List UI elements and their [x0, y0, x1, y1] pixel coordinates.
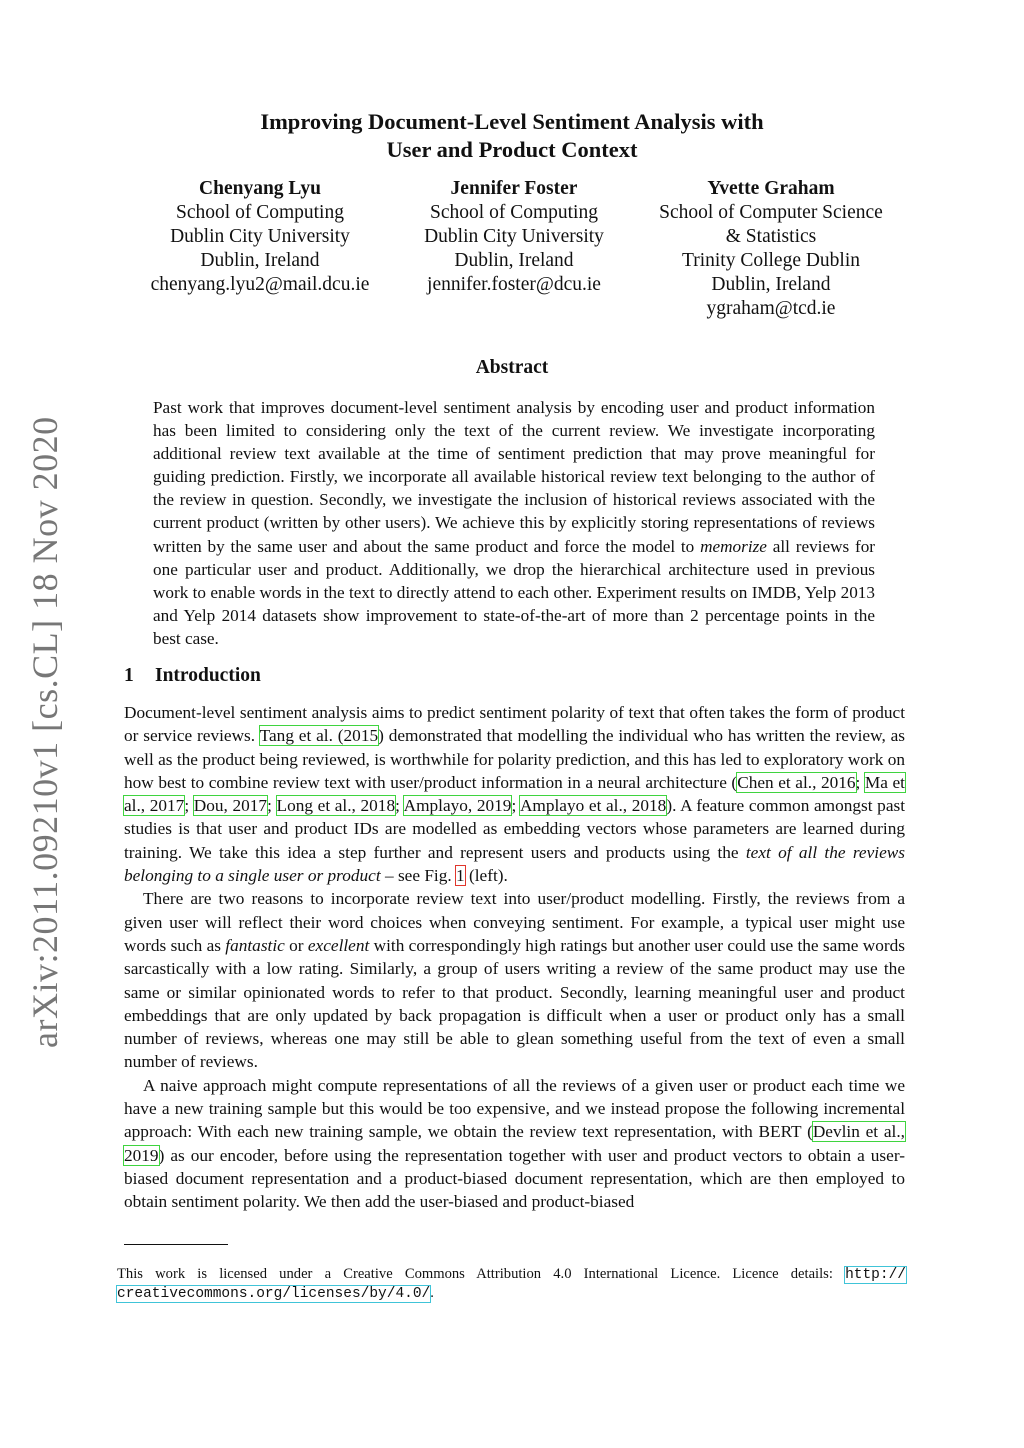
emphasis: text of all the reviews belonging to a single user or product — [124, 842, 905, 886]
citation-link[interactable]: Ma et al., 2017 — [124, 772, 905, 816]
author-email: jennifer.foster@dcu.ie — [427, 274, 601, 295]
footnote-divider — [124, 1244, 228, 1245]
footnote-line-1 — [117, 1265, 906, 1284]
abstract-text-end: all reviews for one particular user and product. Additionally, we drop the hierarchical architecture used in previous work to enable words in the text to directly attend to each other. Experiment results on IMDB, Yelp 2013 and Yelp 2014 datasets show improvement to state-of-the-art of more than 2 percentage points in the best case. — [153, 536, 876, 648]
abstract-text: Past work that improves document-level sentiment analysis by encoding user and product information has been limited to considering only the text of the current review. We investigate incorporating additional review text available at the time of sentiment prediction that may prove meaningful for guiding prediction. Firstly, we incorporate all available historical review text belonging to the author of the review in question. Secondly, we investigate the inclusion of historical reviews associated with the current product (written by other users). We achieve this by explicitly storing representations of reviews written by the same user and about the same product and force the model to — [153, 398, 875, 556]
introduction-body — [124, 701, 905, 1214]
author-email: ygraham@tcd.ie — [706, 298, 836, 319]
footnote-text: This work is licensed under a Creative Commons Attribution 4.0 International Licence. Licence details: — [117, 1266, 846, 1282]
citation-link[interactable]: Tang et al. (2015 — [259, 726, 379, 746]
author-location: Dublin, Ireland — [200, 250, 320, 271]
text-run: or — [284, 935, 308, 955]
text-run: (left). — [464, 866, 508, 886]
paragraph-2 — [124, 887, 905, 1073]
author-location: Dublin, Ireland — [711, 274, 831, 295]
section-number: 1 — [124, 665, 134, 686]
footnote — [117, 1265, 906, 1303]
citation-link[interactable]: Devlin et al., 2019 — [124, 1122, 905, 1165]
author-affiliation: School of Computing — [430, 202, 598, 223]
text-run: – see Fig. — [380, 866, 457, 886]
text-run: There are two reasons to incorporate review text into user/product modelling. Firstly, the reviews from a given user will reflect their word choices when conveying sentiment. For example, a typical user might use words such as — [124, 889, 905, 955]
licence-url-link-cont[interactable]: creativecommons.org/licenses/by/4.0/ — [117, 1286, 431, 1302]
citation-link[interactable]: Amplayo et al., 2018 — [519, 796, 667, 816]
author-location: Dublin, Ireland — [454, 250, 574, 271]
author-institution: Trinity College Dublin — [681, 250, 861, 271]
author-affiliation: School of Computing — [176, 202, 344, 223]
author-block-3 — [645, 177, 897, 321]
author-affiliation-cont: & Statistics — [725, 226, 817, 247]
footnote-end: . — [430, 1285, 434, 1301]
abstract-body — [153, 396, 875, 650]
author-name: Jennifer Foster — [450, 178, 578, 199]
author-institution: Dublin City University — [424, 226, 604, 247]
author-affiliation: School of Computer Science — [659, 202, 883, 223]
citation-link[interactable]: Chen et al., 2016 — [737, 772, 856, 792]
author-block-2 — [405, 177, 623, 297]
section-heading-introduction — [124, 665, 261, 687]
footnote-line-2 — [117, 1284, 906, 1303]
author-email: chenyang.lyu2@mail.dcu.ie — [150, 274, 370, 295]
author-name: Yvette Graham — [707, 178, 835, 199]
emphasis: excellent — [307, 935, 370, 955]
citation-link[interactable]: Dou, 2017 — [193, 796, 268, 816]
abstract-emphasis: memorize — [700, 536, 767, 556]
figure-ref-link[interactable]: 1 — [456, 866, 465, 886]
author-block-1 — [145, 177, 375, 297]
author-name: Chenyang Lyu — [199, 178, 321, 199]
title-line-1: Improving Document-Level Sentiment Analysis with — [260, 109, 764, 134]
paper-title — [0, 108, 1024, 164]
text-run: ) as our encoder, before using the representation together with user and product vectors to obtain a user-biased document representation and a product-biased document representation, which are then employed to obtain sentiment polarity. We then add the user-biased and product-biased — [124, 1145, 905, 1212]
text-run: ). A feature common amongst past studies is that user and product IDs are modelled as embedding vectors whose parameters are learned during training. We take this idea a step further and represent users and products using the — [124, 796, 906, 862]
text-run: ) demonstrated that modelling the individual who has written the review, as well as the product being reviewed, is worthwhile for polarity prediction, and this has led to exploratory work on how best to combine review text with user/product information in a neural architecture ( — [124, 726, 906, 792]
paragraph-3 — [124, 1074, 905, 1214]
section-title: Introduction — [155, 665, 261, 686]
citation-link[interactable]: Long et al., 2018 — [276, 796, 396, 816]
author-institution: Dublin City University — [170, 226, 350, 247]
abstract-heading: Abstract — [475, 357, 549, 378]
licence-url-link[interactable]: http:// — [845, 1267, 906, 1283]
citation-link[interactable]: Amplayo, 2019 — [403, 796, 512, 816]
title-line-2: User and Product Context — [386, 137, 638, 162]
text-run: A naive approach might compute representations of all the reviews of a given user or product each time we have a new training sample but this would be too expensive, and we instead propose the following incremental approach: With each new training sample, we obtain the review text representation, with BERT ( — [124, 1075, 905, 1142]
text-run: with correspondingly high ratings but another user could use the same words sarcastically with a low rating. Similarly, a group of users writing a review of the same product may use the same or similar opinionated words to refer to that product. Secondly, learning meaningful user and product embeddings that are only updated by back propagation is difficult when a user or product only has a small number of reviews, whereas one may still be able to glean something useful from the text of even a small number of reviews. — [124, 935, 905, 1072]
arxiv-identifier: arXiv:2011.09210v1 [cs.CL] 18 Nov 2020 — [25, 416, 65, 1048]
emphasis: fantastic — [225, 935, 285, 955]
paragraph-1: Document-level sentiment analysis aims to predict sentiment polarity of text that often takes the form of product or service reviews. Tang et al. (2015) demonstrated that modelling the individual who has written the review, as well as the product being reviewed, is worthwhile for polarity prediction, and this has led to exploratory work on how best to combine review text with user/product information in a neural architecture (Chen et al., 2016; Ma et al., 2017; Dou, 2017; Long et al., 2018; Amplayo, 2019; Amplayo et al., 2018). A feature common amongst past studies is that user and product IDs are modelled as embedding vectors whose parameters are learned during training. We take this idea a step further and represent users and products using the text of all the reviews belonging to a single user or product – see Fig. 1 (left). — [124, 703, 906, 886]
text-run: Document-level sentiment analysis aims to predict sentiment polarity of text that often takes the form of product or service reviews. — [124, 703, 905, 746]
